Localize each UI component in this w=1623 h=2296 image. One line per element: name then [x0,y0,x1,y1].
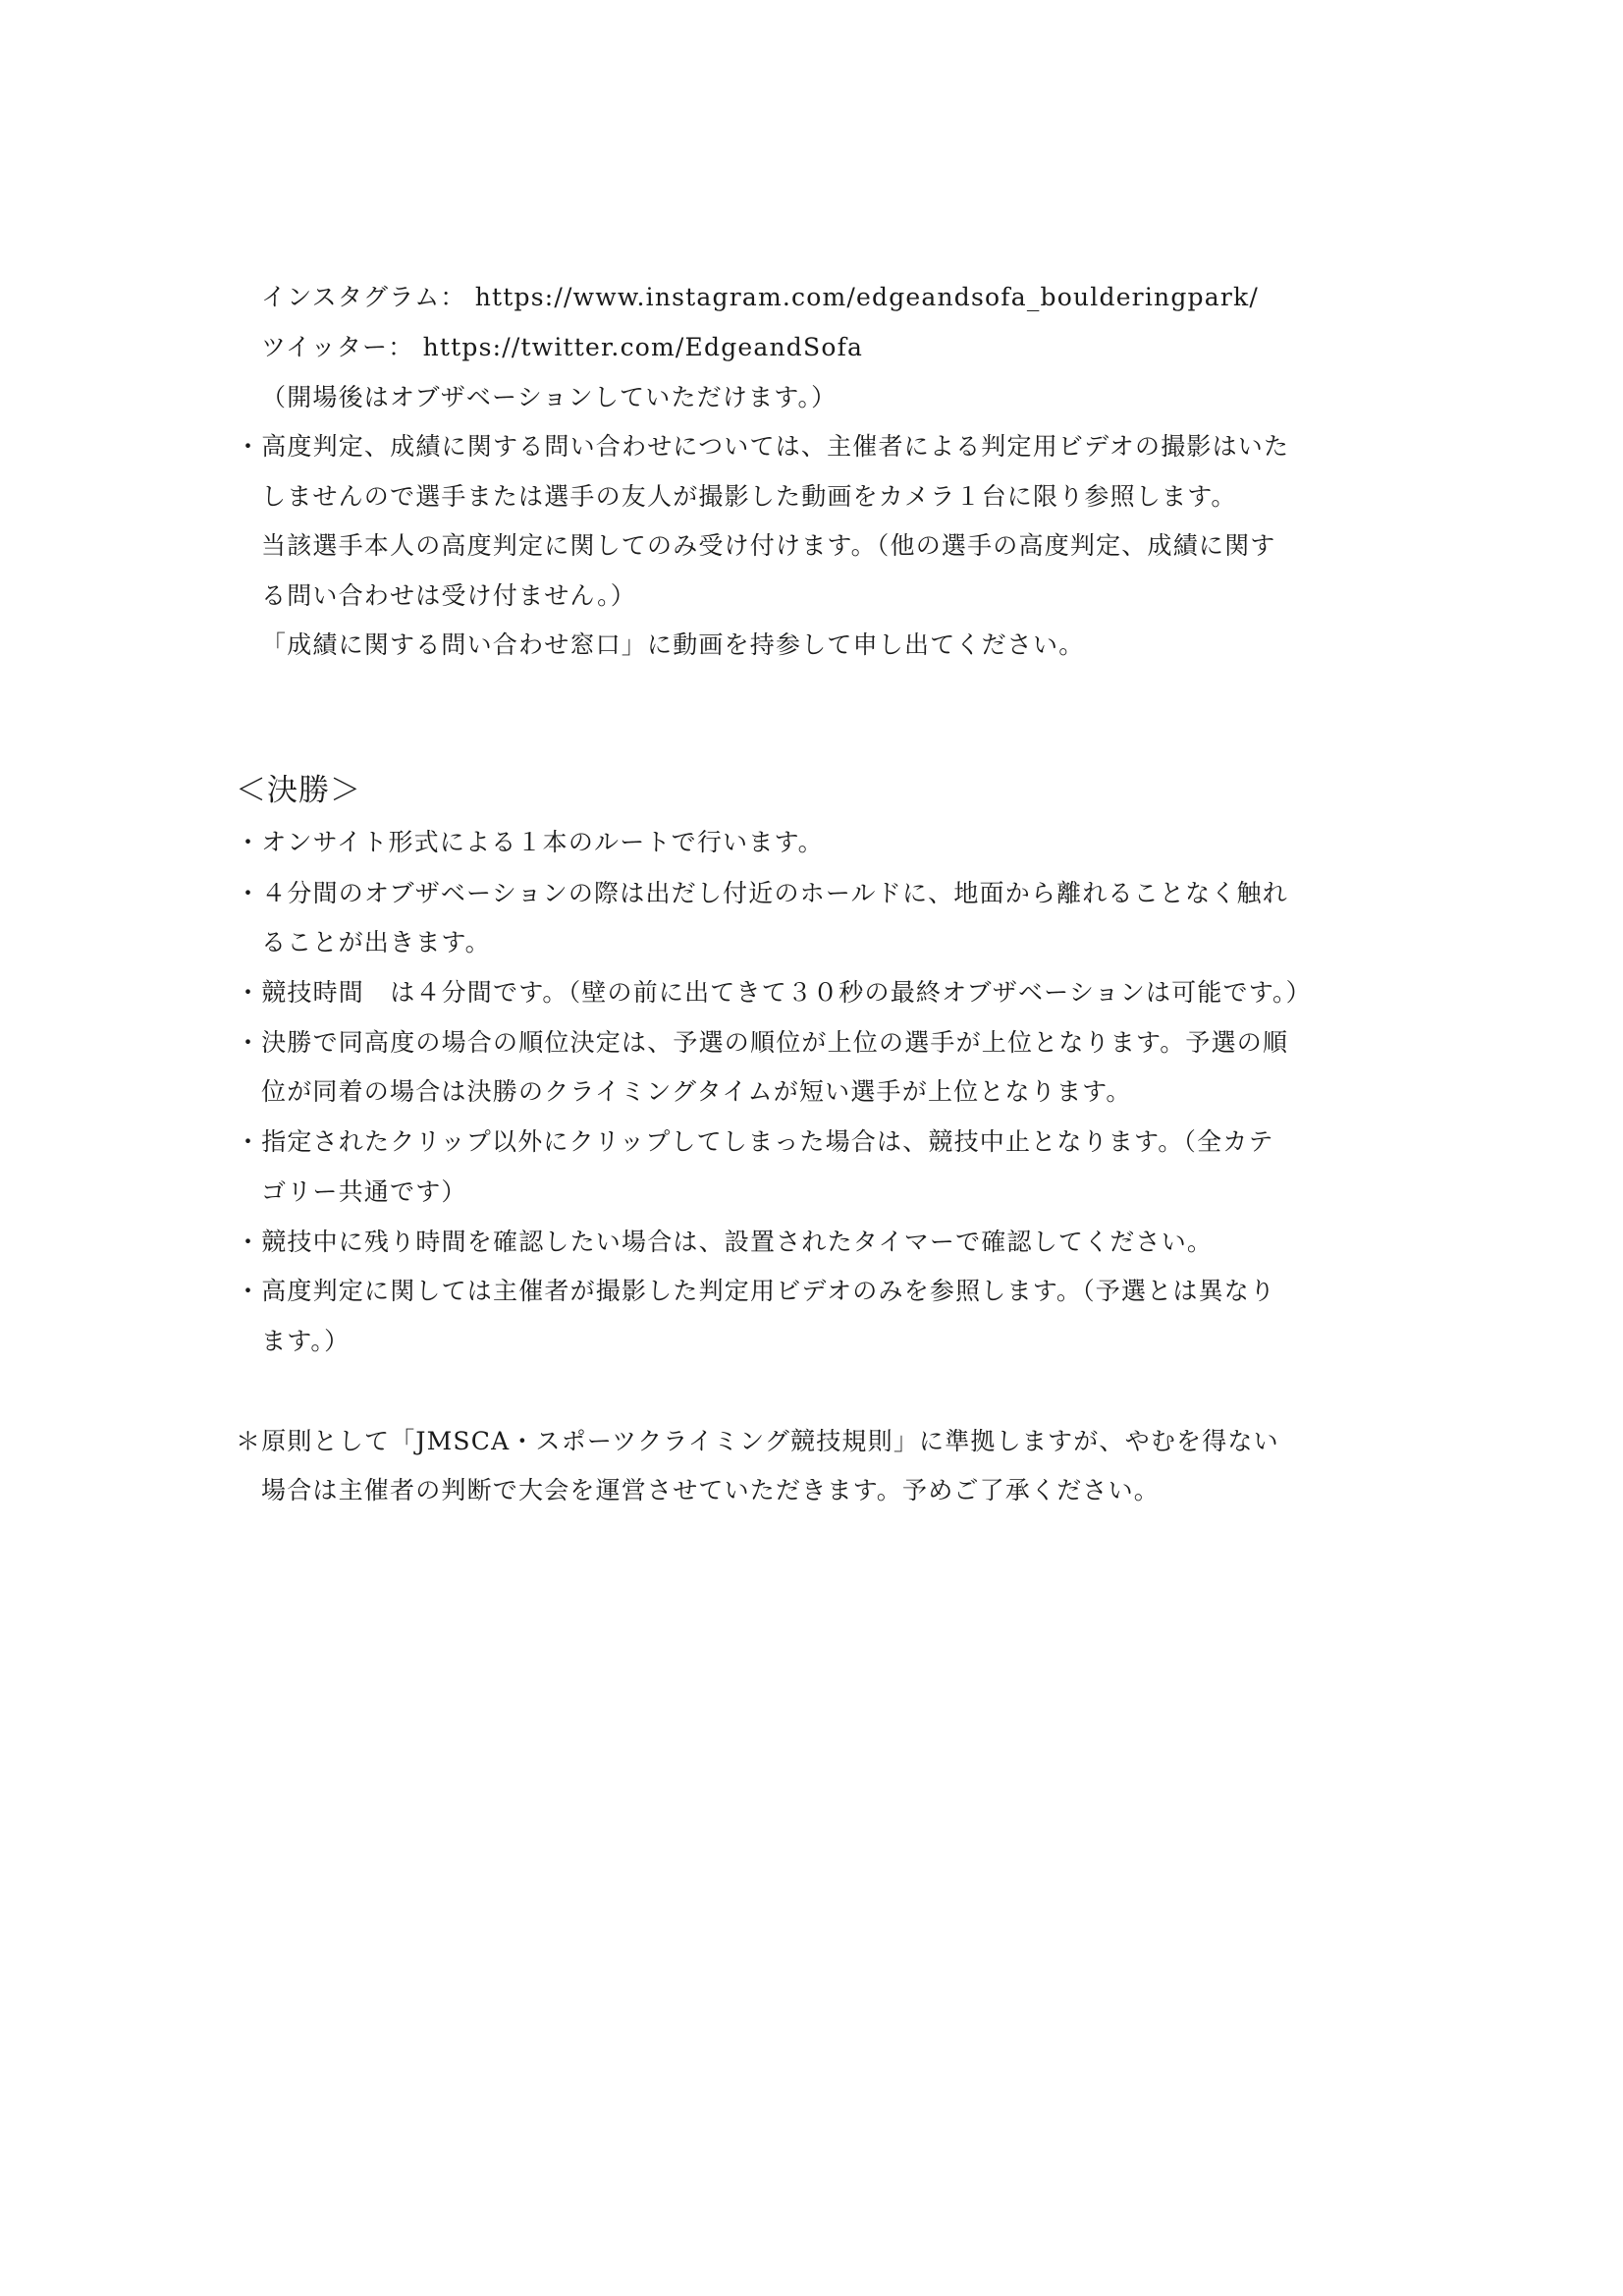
inquiry-line-2: しませんので選手または選手の友人が撮影した動画をカメラ１台に限り参照します。 [261,482,1237,511]
final-item: ・４分間のオブザベーションの際は出だし付近のホールドに、地面から離れることなく触れ [236,879,1288,907]
inquiry-line-5: 「成績に関する問い合わせ窓口」に動画を持参して申し出てください。 [261,630,1085,659]
final-item: ます。） [261,1327,351,1355]
rules-note-line-1: ＊原則として「JMSCA・スポーツクライミング競技規則」に準拠しますが、やむを得ない [236,1427,1279,1455]
instagram-line: インスタグラム： https://www.instagram.com/edgeandsofa_boulderingpark/ [261,283,1259,311]
final-item: ・競技中に残り時間を確認したい場合は、設置されたタイマーで確認してください。 [236,1228,1214,1256]
inquiry-line-1: ・高度判定、成績に関する問い合わせについては、主催者による判定用ビデオの撮影はいた [236,432,1290,461]
rules-note-line-2: 場合は主催者の判断で大会を運営させていただきます。予めご了承ください。 [261,1476,1161,1504]
final-item: ゴリー共通です） [261,1177,467,1206]
inquiry-line-4: る問い合わせは受け付ません。） [261,581,637,610]
final-item: ・指定されたクリップ以外にクリップしてしまった場合は、競技中止となります。（全カテ [236,1127,1274,1156]
final-item: ・決勝で同高度の場合の順位決定は、予選の順位が上位の選手が上位となります。予選の順 [236,1028,1289,1057]
final-item: ることが出きます。 [261,928,491,957]
final-item: ・高度判定に関しては主催者が撮影した判定用ビデオのみを参照します。（予選とは異なり [236,1277,1276,1305]
inquiry-line-3: 当該選手本人の高度判定に関してのみ受け付けます。（他の選手の高度判定、成績に関す [261,531,1276,560]
final-heading: ＜決勝＞ [236,773,361,808]
final-item: ・競技時間 は４分間です。（壁の前に出てきて３０秒の最終オブザベーションは可能です。） [236,978,1312,1007]
observation-note: （開場後はオブザベーションしていただけます。） [261,383,838,411]
final-item: ・オンサイト形式による１本のルートで行います。 [236,828,824,856]
twitter-line: ツイッター： https://twitter.com/EdgeandSofa [261,333,864,361]
final-item: 位が同着の場合は決勝のクライミングタイムが短い選手が上位となります。 [261,1077,1132,1106]
